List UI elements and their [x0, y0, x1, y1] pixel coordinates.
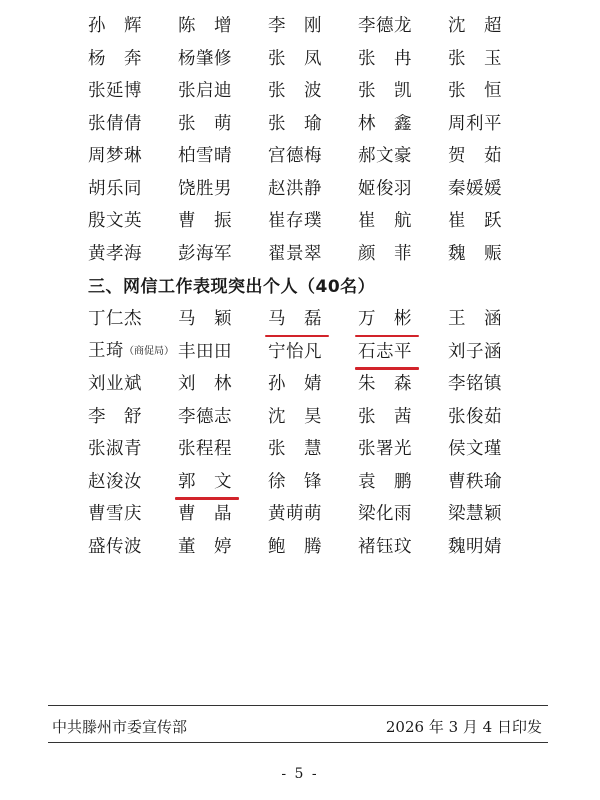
person-name: 殷文英: [88, 211, 142, 232]
person-name: 马 颖: [178, 309, 232, 330]
person-name: 徐 锋: [268, 471, 322, 492]
person-name: 周梦琳: [88, 146, 142, 167]
person-name: 侯文瑾: [448, 439, 502, 460]
issuer-name: 中共滕州市委宣传部: [52, 718, 188, 736]
name-row: [88, 336, 548, 369]
person-name: 张 波: [268, 81, 322, 102]
person-name: 饶胜男: [178, 178, 232, 199]
person-name: 曹秩瑜: [448, 471, 502, 492]
person-name: 梁化雨: [358, 504, 412, 525]
person-name: 杨 奔: [88, 48, 142, 69]
person-name: 张倩倩: [88, 113, 142, 134]
person-name: 赵浚汝: [88, 471, 142, 492]
person-name-highlighted: 郭 文: [178, 470, 268, 494]
name-row: [88, 43, 548, 76]
person-name: 赵洪静: [268, 178, 322, 199]
page-number: - 5 -: [281, 766, 319, 782]
person-name: 黄萌萌: [268, 504, 322, 525]
name-row: [88, 108, 548, 141]
person-name: 张淑青: [88, 439, 142, 460]
person-name: 秦媛媛: [448, 178, 502, 199]
person-name: 周利平: [448, 113, 502, 134]
affiliation-note: （商促局）: [124, 346, 174, 358]
person-name: 袁 鹏: [358, 471, 412, 492]
person-name: 崔 航: [358, 211, 412, 232]
person-name-highlighted: 石志平: [358, 340, 448, 364]
person-name: 宁怡凡: [268, 341, 322, 362]
person-name-with-note: [88, 339, 178, 364]
name-row: [88, 433, 548, 466]
name-row: [88, 173, 548, 206]
person-name: 李德龙: [358, 16, 412, 37]
issue-date: 2026 年 3 月 4 日印发: [385, 718, 542, 736]
name-row: [88, 401, 548, 434]
person-name: 姬俊羽: [358, 178, 412, 199]
person-name: 林 鑫: [358, 113, 412, 134]
person-name: 张 凤: [268, 48, 322, 69]
person-name: 彭海军: [178, 243, 232, 264]
person-name: 刘业斌: [88, 374, 142, 395]
person-name: 胡乐同: [88, 178, 142, 199]
person-name: 柏雪晴: [178, 146, 232, 167]
person-name: 贺 茹: [448, 146, 502, 167]
person-name: 沈 超: [448, 16, 502, 37]
person-name: 张启迪: [178, 81, 232, 102]
name-list-outstanding-individuals: [88, 303, 548, 563]
person-name: 崔存璞: [268, 211, 322, 232]
person-name: 沈 昊: [268, 406, 322, 427]
person-name: 李铭镇: [448, 374, 502, 395]
person-name: 朱 森: [358, 374, 412, 395]
person-name: 曹雪庆: [88, 504, 142, 525]
person-name: 张 冉: [358, 48, 412, 69]
person-name: 崔 跃: [448, 211, 502, 232]
person-name: 褚钰玟: [358, 536, 412, 557]
name-row: [88, 75, 548, 108]
person-name: 张俊茹: [448, 406, 502, 427]
footer-divider-top: [48, 705, 548, 706]
person-name: 刘子涵: [448, 341, 502, 362]
person-name: 李 舒: [88, 406, 142, 427]
person-name: 李德志: [178, 406, 232, 427]
person-name: 丁仁杰: [88, 309, 142, 330]
person-name: 魏 赈: [448, 243, 502, 264]
person-name-highlighted: 万 彬: [358, 307, 448, 331]
name-row: [88, 303, 548, 336]
person-name: 张 玉: [448, 48, 502, 69]
person-name-highlighted: 马 磊: [268, 307, 358, 331]
person-name: 张 凯: [358, 81, 412, 102]
person-name: 张署光: [358, 439, 412, 460]
person-name: 王 涵: [448, 309, 502, 330]
person-name: 郝文豪: [358, 146, 412, 167]
name-row: [88, 368, 548, 401]
person-name: 张 萌: [178, 113, 232, 134]
person-name: 张程程: [178, 439, 232, 460]
person-name: 陈 增: [178, 16, 232, 37]
person-name: 王琦: [88, 341, 124, 362]
person-name: 杨肇修: [178, 48, 232, 69]
person-name: 孙 辉: [88, 16, 142, 37]
person-name: 丰田田: [178, 341, 232, 362]
person-name: 刘 林: [178, 374, 232, 395]
person-name: 颜 菲: [358, 243, 412, 264]
person-name: 张 恒: [448, 81, 502, 102]
person-name: 张延博: [88, 81, 142, 102]
name-row: [88, 498, 548, 531]
person-name: 张 瑜: [268, 113, 322, 134]
person-name: 翟景翠: [268, 243, 322, 264]
person-name: 盛传波: [88, 536, 142, 557]
person-name: 孙 婧: [268, 374, 322, 395]
name-row: [88, 531, 548, 564]
section-heading: 三、网信工作表现突出个人（40名）: [88, 277, 376, 297]
name-list-top: [88, 10, 548, 270]
name-row: [88, 466, 548, 499]
person-name: 张 慧: [268, 439, 322, 460]
name-row: [88, 10, 548, 43]
name-row: [88, 140, 548, 173]
person-name: 曹 晶: [178, 504, 232, 525]
person-name: 魏明婧: [448, 536, 502, 557]
name-row: [88, 238, 548, 271]
person-name: 宫德梅: [268, 146, 322, 167]
person-name: 梁慧颖: [448, 504, 502, 525]
footer-divider-bottom: [48, 742, 548, 743]
person-name: 黄孝海: [88, 243, 142, 264]
person-name: 曹 振: [178, 211, 232, 232]
person-name: 李 刚: [268, 16, 322, 37]
person-name: 鲍 腾: [268, 536, 322, 557]
person-name: 董 婷: [178, 536, 232, 557]
name-row: [88, 205, 548, 238]
person-name: 张 茜: [358, 406, 412, 427]
